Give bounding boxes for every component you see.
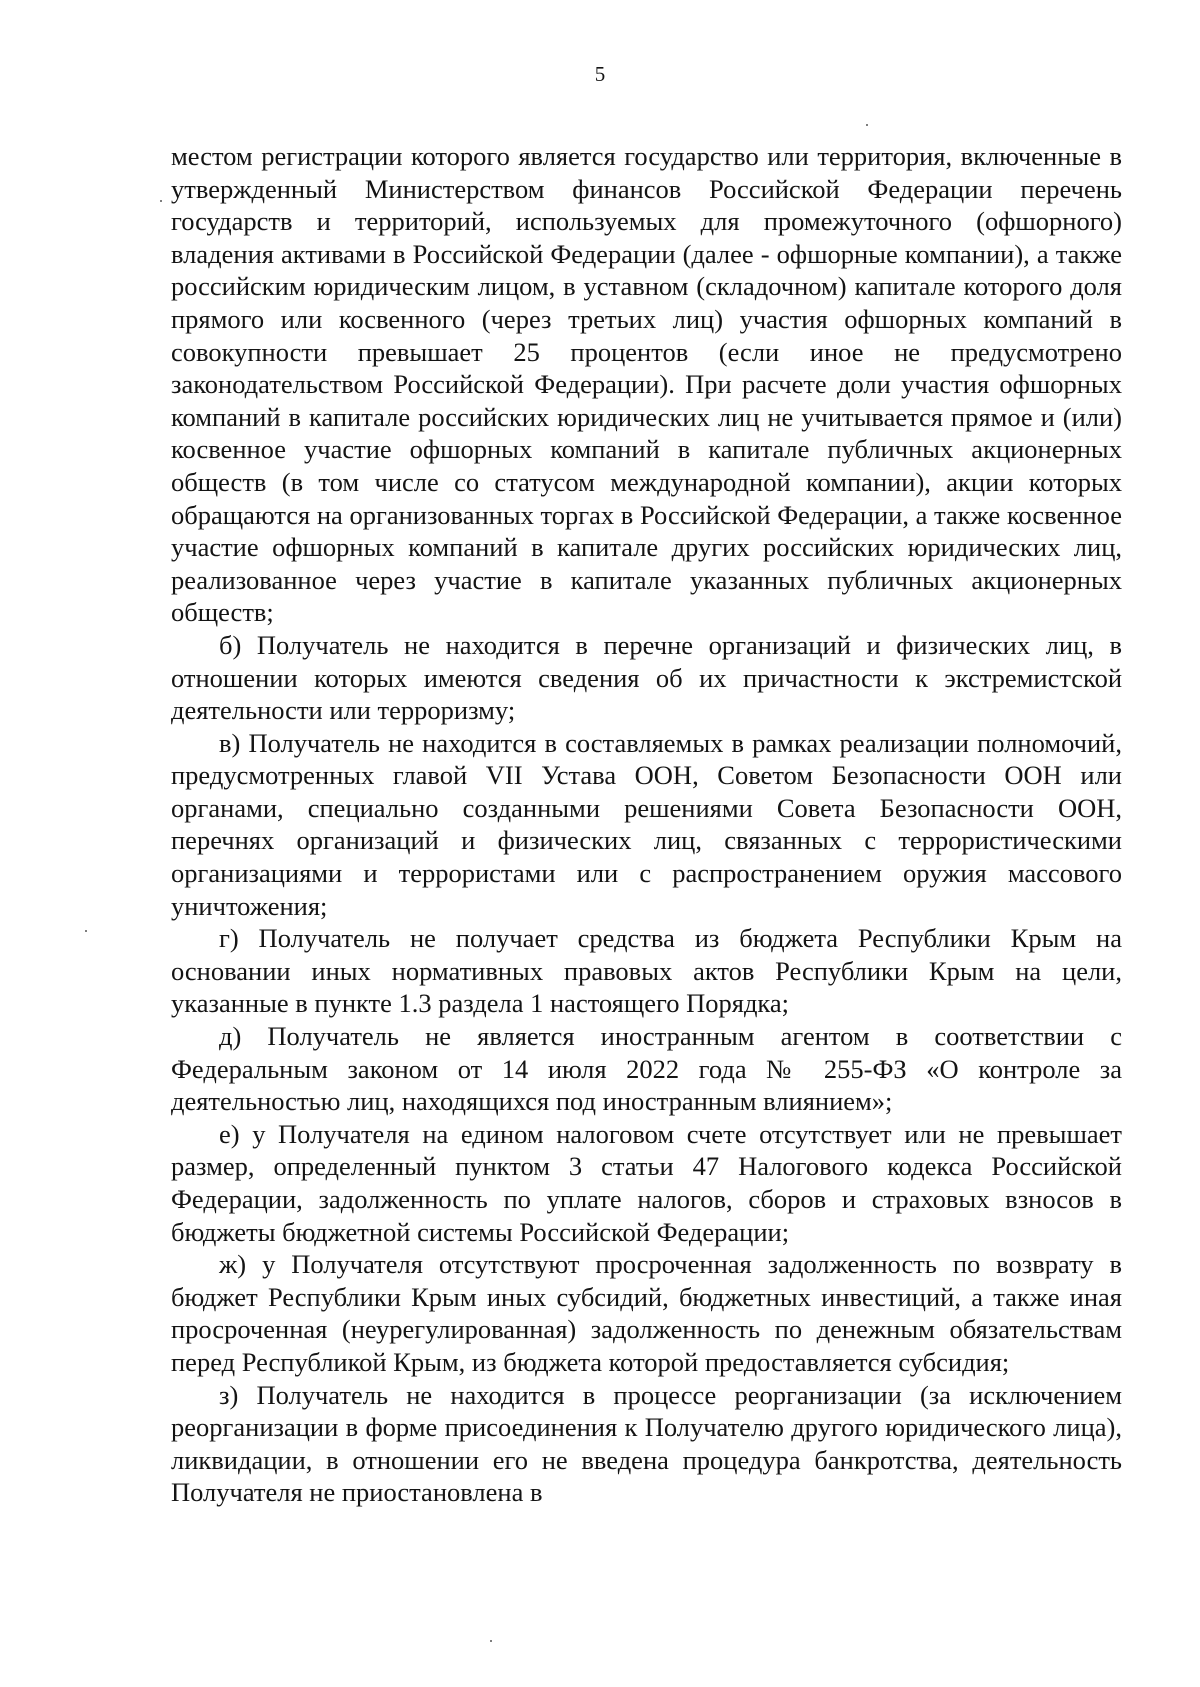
paragraph-item-z: з) Получатель не находится в процессе реорганизации (за исключением реорганизации в форме присоединения к Получателю другого юридического лица), ликвидации, в отношении его не введена процедура банкротства, деятельность Получателя не приостановлена в [171, 1379, 1122, 1508]
paragraph-continuation: местом регистрации которого является государство или территория, включенные в утвержденный Министерством финансов Российской Федерации перечень государств и территорий, используемых для промежуточного (офшорного) владения активами в Российской Федерации (далее - офшорные компании), а также российским юридическим лицом, в уставном (складочном) капитале которого доля прямого или косвенного (через третьих лиц) участия офшорных компаний в совокупности превышает 25 процентов (если иное не предусмотрено законодательством Российской Федерации). При расчете доли участия офшорных компаний в капитале российских юридических лиц не учитывается прямое и (или) косвенное участие офшорных компаний в капитале публичных акционерных обществ (в том числе со статусом международной компании), акции которых обращаются на организованных торгах в Российской Федерации, а также косвенное участие офшорных компаний в капитале других российских юридических лиц, реализованное через участие в капитале указанных публичных акционерных обществ; [171, 141, 1122, 628]
paragraph-item-v: в) Получатель не находится в составляемых в рамках реализации полномочий, предусмотренных главой VII Устава ООН, Советом Безопасности ООН или органами, специально созданными решениями Совета Безопасности ООН, перечнях организаций и физических лиц, связанных с террористическими организациями и террористами или с распространением оружия массового уничтожения; [171, 727, 1122, 921]
scan-speck [160, 200, 162, 202]
scan-speck [490, 1640, 492, 1642]
paragraph-item-d: д) Получатель не является иностранным агентом в соответствии с Федеральным законом от 14 июля 2022 года № 255-ФЗ «О контроле за деятельностью лиц, находящихся под иностранным влиянием»; [171, 1021, 1122, 1117]
scan-speck [866, 124, 868, 126]
document-body [171, 140, 1122, 1509]
scan-speck [85, 930, 87, 932]
paragraph-item-e: е) у Получателя на едином налоговом счете отсутствует или не превышает размер, определенный пунктом 3 статьи 47 Налогового кодекса Российской Федерации, задолженность по уплате налогов, сборов и страховых взносов в бюджеты бюджетной системы Российской Федерации; [171, 1118, 1122, 1247]
page-number: 5 [594, 62, 606, 86]
paragraph-item-b: б) Получатель не находится в перечне организаций и физических лиц, в отношении которых имеются сведения об их причастности к экстремистской деятельности или терроризму; [171, 629, 1122, 726]
paragraph-item-zh: ж) у Получателя отсутствуют просроченная задолженность по возврату в бюджет Республики Крым иных субсидий, бюджетных инвестиций, а также иная просроченная (неурегулированная) задолженность по денежным обязательствам перед Республикой Крым, из бюджета которой предоставляется субсидия; [171, 1249, 1122, 1377]
paragraph-item-g: г) Получатель не получает средства из бюджета Республики Крым на основании иных нормативных правовых актов Республики Крым на цели, указанные в пункте 1.3 раздела 1 настоящего Порядка; [171, 923, 1122, 1019]
